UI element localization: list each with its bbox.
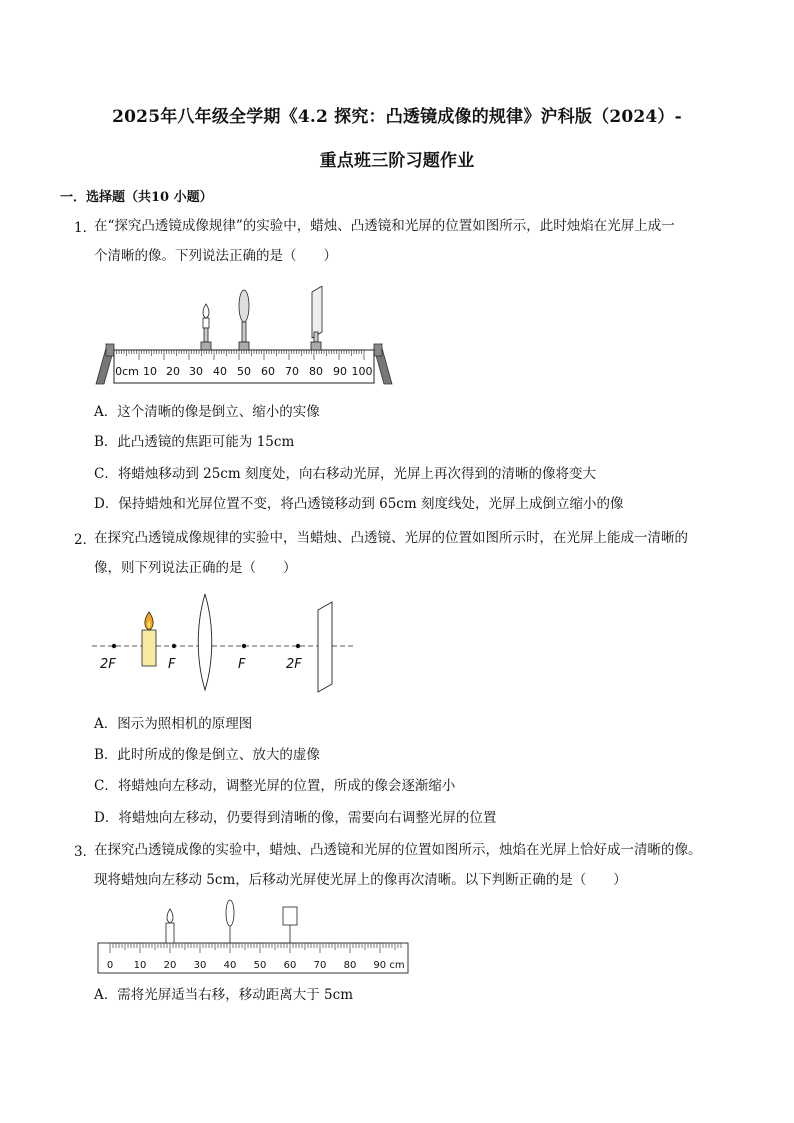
option-b[interactable]: B．此时所成的像是倒立、放大的虚像 bbox=[94, 747, 320, 763]
axis-label: F bbox=[168, 657, 176, 672]
axis-label: 2F bbox=[100, 657, 116, 672]
option-a[interactable]: A．这个清晰的像是倒立、缩小的实像 bbox=[94, 404, 320, 420]
question-number: 2． bbox=[74, 532, 97, 548]
option-d[interactable]: D．保持蜡烛和光屏位置不变，将凸透镜移动到 65cm 刻度线处，光屏上成倒立缩小的像 bbox=[94, 496, 624, 512]
page-title-line1: 2025年八年级全学期《4.2 探究：凸透镜成像的规律》沪科版（2024）- bbox=[112, 107, 682, 127]
ruler-label: 20 bbox=[166, 365, 180, 378]
option-c[interactable]: C．将蜡烛向左移动，调整光屏的位置，所成的像会逐渐缩小 bbox=[94, 778, 456, 794]
candle bbox=[166, 909, 174, 943]
option-a[interactable]: A．需将光屏适当右移，移动距离大于 5cm bbox=[94, 987, 353, 1003]
ruler-label: 30 bbox=[193, 960, 207, 971]
axis-label: 2F bbox=[286, 657, 302, 672]
ruler-label: 40 bbox=[213, 365, 227, 378]
ruler-labels bbox=[115, 365, 372, 378]
ruler-label: 60 bbox=[261, 365, 275, 378]
option-a[interactable]: A．图示为照相机的原理图 bbox=[94, 716, 253, 732]
light-screen bbox=[318, 602, 332, 692]
ruler-label: 70 bbox=[285, 365, 299, 378]
ruler-label: 0cm bbox=[115, 365, 139, 378]
ruler-label: 80 bbox=[309, 365, 323, 378]
ruler-label: 90 bbox=[333, 365, 347, 378]
ruler-label: 30 bbox=[189, 365, 203, 378]
ruler-label: 60 bbox=[283, 960, 297, 971]
question-text: 在探究凸透镜成像规律的实验中，当蜡烛、凸透镜、光屏的位置如图所示时，在光屏上能成一清晰的 bbox=[94, 530, 688, 546]
candle bbox=[201, 304, 211, 350]
option-b[interactable]: B．此凸透镜的焦距可能为 15cm bbox=[94, 434, 295, 450]
question-text: 个清晰的像。下列说法正确的是（ ） bbox=[94, 248, 337, 264]
section-heading: 一．选择题（共10 小题） bbox=[60, 190, 213, 205]
optical-bench-figure-1 bbox=[94, 286, 394, 386]
ruler-label: 10 bbox=[143, 365, 157, 378]
page-title-line2: 重点班三阶习题作业 bbox=[319, 151, 475, 171]
optical-bench-figure-3 bbox=[96, 897, 412, 977]
question-text: 在“探究凸透镜成像规律”的实验中，蜡烛、凸透镜和光屏的位置如图所示，此时烛焰在光屏上成一 bbox=[94, 218, 675, 234]
ruler-label: 50 bbox=[253, 960, 267, 971]
question-number: 3． bbox=[74, 844, 97, 860]
ruler-label: 10 bbox=[133, 960, 147, 971]
focal-point bbox=[112, 644, 116, 648]
convex-lens bbox=[239, 290, 249, 350]
focal-point bbox=[242, 644, 246, 648]
question-text: 现将蜡烛向左移动 5cm，后移动光屏使光屏上的像再次清晰。以下判断正确的是（ ） bbox=[94, 872, 627, 888]
right-post bbox=[374, 344, 382, 356]
candle bbox=[142, 612, 156, 666]
question-text: 在探究凸透镜成像的实验中，蜡烛、凸透镜和光屏的位置如图所示，烛焰在光屏上恰好成一清晰的像。 bbox=[94, 842, 702, 858]
convex-lens bbox=[198, 594, 212, 690]
question-number: 1． bbox=[74, 220, 97, 236]
axis-label: F bbox=[238, 657, 246, 672]
ruler-label: 100 bbox=[351, 365, 373, 378]
option-c[interactable]: C．将蜡烛移动到 25cm 刻度处，向右移动光屏，光屏上再次得到的清晰的像将变大 bbox=[94, 466, 596, 482]
focal-point bbox=[296, 644, 300, 648]
ruler-label: 70 bbox=[313, 960, 327, 971]
light-screen bbox=[283, 907, 297, 943]
ruler-label: 80 bbox=[343, 960, 357, 971]
lens-diagram-figure-2 bbox=[92, 594, 362, 694]
convex-lens bbox=[226, 900, 234, 943]
ruler-label: 40 bbox=[223, 960, 237, 971]
ruler-label: 90 cm bbox=[373, 960, 405, 971]
left-post bbox=[106, 344, 114, 356]
ruler-label: 20 bbox=[163, 960, 177, 971]
light-screen bbox=[311, 286, 322, 350]
ruler-label: 50 bbox=[237, 365, 251, 378]
ruler-label: 0 bbox=[106, 960, 114, 971]
focal-point bbox=[172, 644, 176, 648]
question-text: 像，则下列说法正确的是（ ） bbox=[94, 560, 297, 576]
option-d[interactable]: D．将蜡烛向左移动，仍要得到清晰的像，需要向右调整光屏的位置 bbox=[94, 810, 497, 826]
